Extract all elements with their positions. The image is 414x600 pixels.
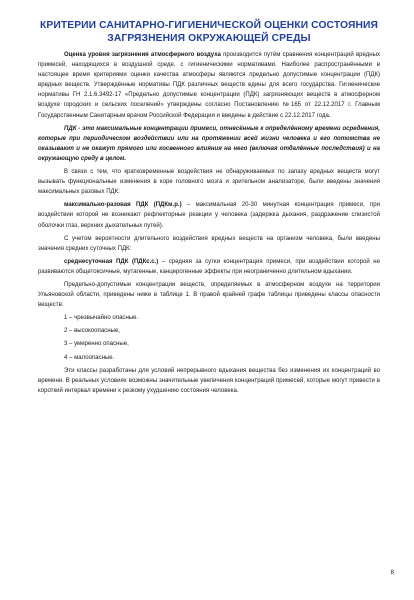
paragraph-lead: Оценка уровня загрязнения атмосферного воздуха <box>64 52 221 58</box>
paragraph-daily-pdk <box>38 257 380 277</box>
title-line-1: КРИТЕРИИ САНИТАРНО-ГИГИЕНИЧЕСКОЙ ОЦЕНКИ СОСТОЯНИЯ <box>40 20 378 31</box>
page-number: 8 <box>390 569 394 576</box>
paragraph-lead: максимально-разовая ПДК (ПДКм.р.) <box>64 202 182 209</box>
paragraph-lead: среднесуточная ПДК (ПДКс.с.) <box>64 258 159 265</box>
paragraph-pdk-definition: ПДК - это максимальные концентрации примеси, отнесённые к определённому времени осреднения, которые при периодическом воздействии или на протяжении всей жизни человека и его потомства не оказывают и не окажут прямого или косвенного влияния на него (включая отдалённые последствия) и на окружающую среду в целом. <box>38 125 380 162</box>
paragraph-region-table: Предельно-допустимые концентрации веществ, определяемых в атмосферном воздухе на территории Ульяновской области, приведены ниже в таблице 1. В правой крайней графе таблицы приведены классы опасности веществ: <box>38 281 380 309</box>
paragraph-classes-note: Эти классы разработаны для условий непрерывного вдыхания вещества без изменения их концентраций во времени. В реальных условиях возможны значительные увеличения концентраций примесей, которые могут привести в короткий интервал времени к резкому ухудшению состояния человека. <box>38 367 380 394</box>
title-line-2: ЗАГРЯЗНЕНИЯ ОКРУЖАЮЩЕЙ СРЕДЫ <box>107 32 311 44</box>
paragraph-short-term: В связи с тем, что кратковременные воздействия не обнаруживаемых по запаху вредных веществ могут вызывать функциональные изменения в коре головного мозга и зрительном анализаторе, были введены значения максимальных разовых ПДК: <box>38 169 380 196</box>
paragraph-body: – средняя за сутки концентрация примеси, при воздействии которой не развиваются общетоксичные, мутагенные, канцерогенные эффекты при неограниченно длительном вдыхании. <box>38 258 380 275</box>
paragraph-long-term: С учетом вероятности длительного воздействия вредных веществ на организм человека, были введены значения средних суточных ПДК: <box>38 235 380 252</box>
paragraph-body: – максимальная 20-30 минутная концентрация примеси, при воздействии которой не возникают рефлекторные реакции у человека (задержка дыхания, раздражение слизистой оболочки глаз, верхних дыхательных путей). <box>38 202 380 229</box>
list-item: 2 – высокоопасные, <box>64 328 120 335</box>
paragraph-body: производится путём сравнения концентраций вредных примесей, находящихся в воздушной среде, с гигиеническими нормативами. Наиболее распространёнными в настоящее время критериями оценки качества атмосферы являются предельно допустимые концентрации (ПДК) вредных веществ. Утверждённые нормативы ПДК различных веществ едины для всего государства. Гигиенические нормативы ГН 2.1.6.3492-17 «Предельно допустимые концентрации (ПДК) загрязняющих веществ в атмосферном воздухе городских и сельских поселений» утверждены согласно Постановлению №165 от 22.12.2017 г. Главным Государственным Санитарным врачом Российской Федерации и введены в действие с 22.12.2017 года. <box>38 52 380 119</box>
paragraph-max-single-pdk <box>38 200 380 230</box>
paragraph-air-quality <box>38 50 380 121</box>
list-item: 1 – чрезвычайно опасные. <box>64 315 139 322</box>
list-item: 4 – малоопасные. <box>64 354 115 361</box>
hazard-class-list <box>38 313 380 362</box>
page-title <box>38 20 380 45</box>
list-item: 3 – умеренно опасные, <box>64 341 129 348</box>
